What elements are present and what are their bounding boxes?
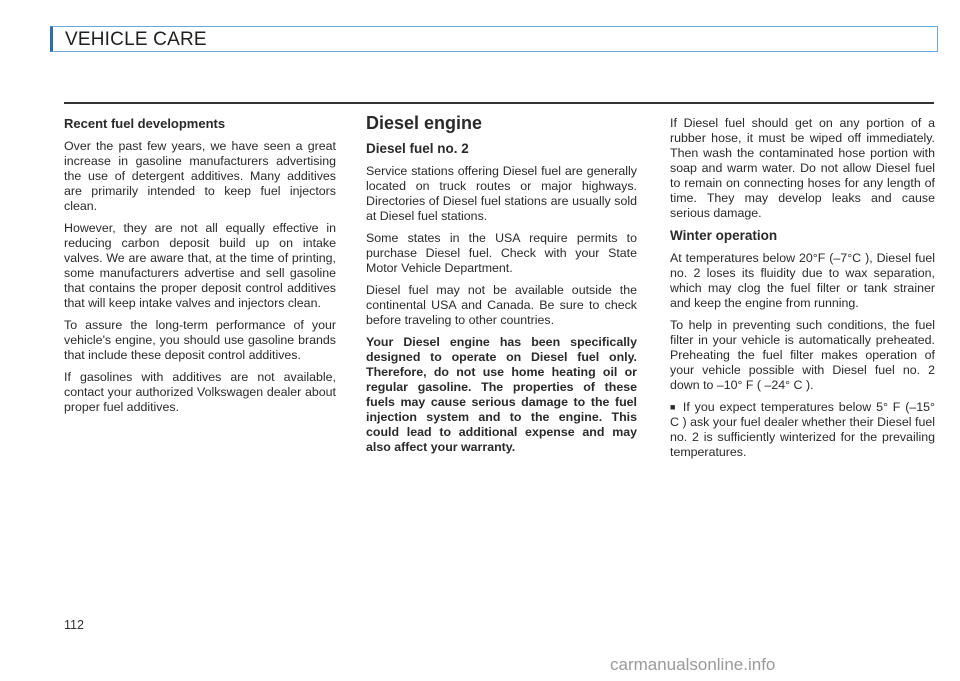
column-winter-operation xyxy=(670,116,935,467)
paragraph: At temperatures below 20°F (–7°C ), Diesel fuel no. 2 loses its fluidity due to wax separation, which may clog the fuel filter or tank strainer and keep the engine from running. xyxy=(670,251,935,310)
paragraph: To assure the long-term performance of your vehicle's engine, you should use gasoline brands that include these deposit control additives. xyxy=(64,318,336,362)
paragraph: Service stations offering Diesel fuel are generally located on truck routes or major highways. Directories of Diesel fuel stations are usually sold at Diesel fuel stations. xyxy=(366,164,637,223)
watermark: carmanualsonline.info xyxy=(610,655,776,674)
column-diesel-engine xyxy=(366,113,637,462)
paragraph: Over the past few years, we have seen a great increase in gasoline manufacturers advertising the use of detergent additives. Many additives are primarily intended to keep fuel injectors clean. xyxy=(64,139,336,213)
page-number: 112 xyxy=(64,618,84,632)
paragraph: Diesel fuel may not be available outside the continental USA and Canada. Be sure to check before traveling to other countries. xyxy=(366,283,637,327)
diesel-engine-heading: Diesel engine xyxy=(366,113,483,133)
paragraph: Some states in the USA require permits to purchase Diesel fuel. Check with your State Motor Vehicle Department. xyxy=(366,231,637,275)
paragraph: To help in preventing such conditions, the fuel filter in your vehicle is automatically preheated. Preheating the fuel filter makes operation of your vehicle possible with Diesel fuel no. 2 down to –10° F ( –24° C ). xyxy=(670,318,935,392)
fuel-developments-heading: Recent fuel developments xyxy=(64,116,226,131)
divider-rule xyxy=(64,102,934,104)
bullet-item: ■ If you expect temperatures below 5° F (–15° C ) ask your fuel dealer whether their Diesel fuel no. 2 is sufficiently winterized for the prevailing temperatures. xyxy=(670,400,935,460)
paragraph: If Diesel fuel should get on any portion of a rubber hose, it must be wiped off immediately. Then wash the contaminated hose portion with soap and warm water. Do not allow Diesel fuel to remain on connecting hoses for any length of time. They may develop leaks and cause serious damage. xyxy=(670,116,935,220)
warning-paragraph: Your Diesel engine has been specifically designed to operate on Diesel fuel only. Therefore, do not use home heating oil or regular gasoline. The properties of these fuels may cause serious damage to the fuel injection system and to the engine. This could lead to additional expense and may also affect your warranty. xyxy=(366,335,637,454)
winter-operation-heading: Winter operation xyxy=(670,228,778,243)
paragraph: If gasolines with additives are not available, contact your authorized Volkswagen dealer about proper fuel additives. xyxy=(64,370,336,414)
paragraph: However, they are not all equally effective in reducing carbon deposit build up on intake valves. We are aware that, at the time of printing, some manufacturers advertise and sell gasoline that contains the proper deposit control additives that will keep intake valves and injectors clean. xyxy=(64,221,336,310)
section-title: VEHICLE CARE xyxy=(65,29,207,50)
section-header xyxy=(50,26,938,52)
column-fuel-developments xyxy=(64,116,336,422)
diesel-fuel-subheading: Diesel fuel no. 2 xyxy=(366,141,469,156)
